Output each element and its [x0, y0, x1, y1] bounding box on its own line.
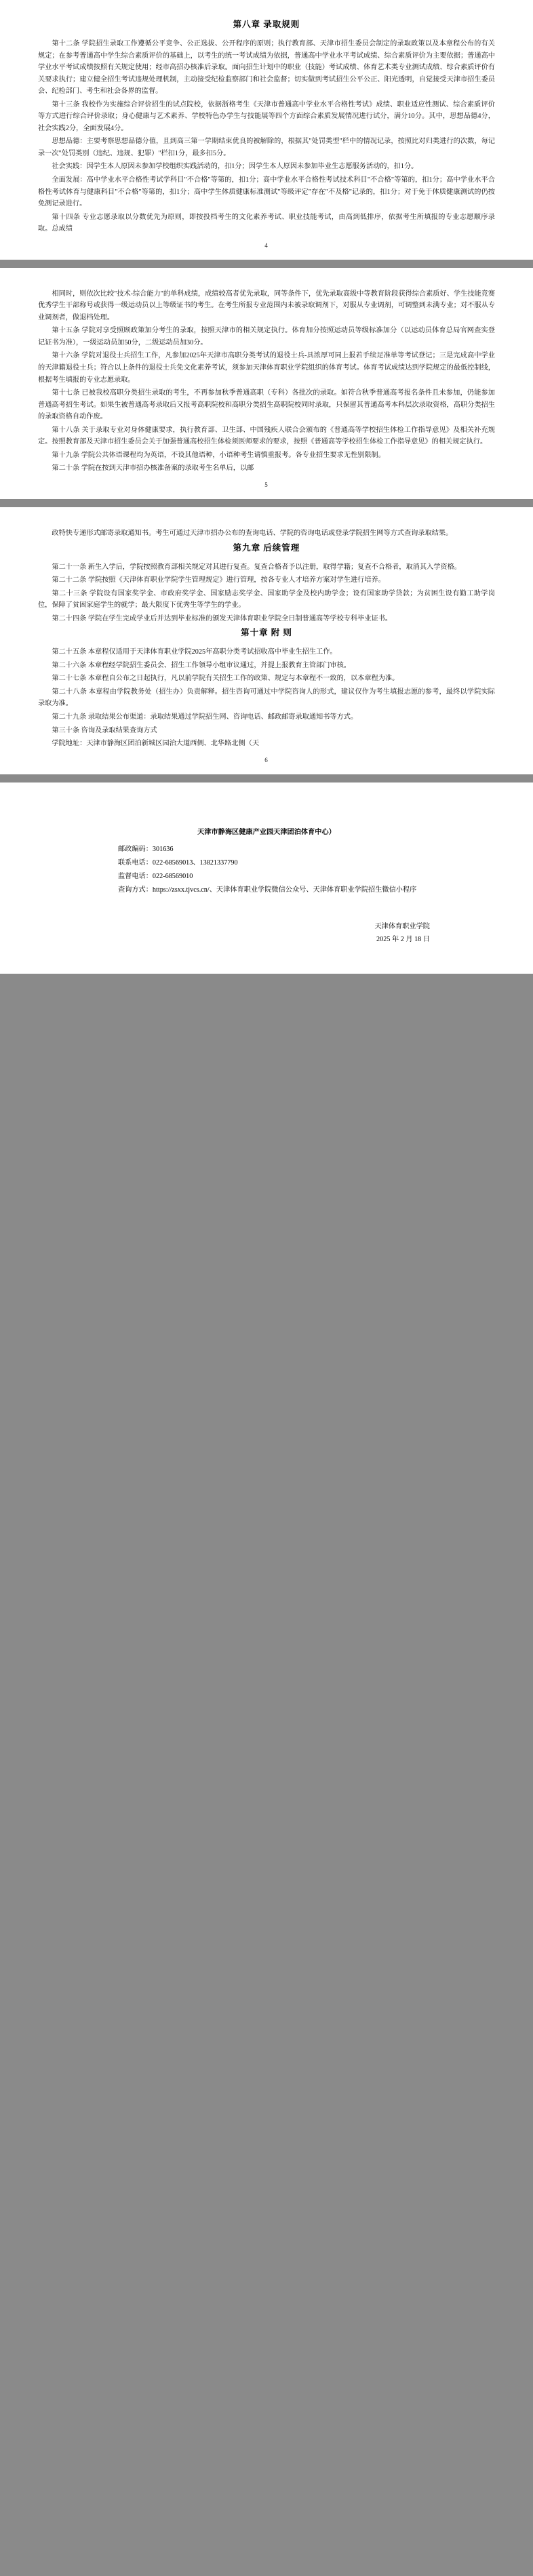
paragraph-social-practice: 社会实践：因学生本人原因未参加学校组织实践活动的，扣1分；因学生本人原因未参加毕业生志愿服务活动的，扣1分。 — [52, 163, 418, 171]
paragraph-article-25: 第二十五条 本章程仅适用于天津体育职业学院2025年高职分类考试招收高中毕业生招生工作。 — [52, 648, 337, 656]
paragraph-article-14: 第十四条 专业志愿录取以分数优先为原则，即按投档考生的文化素养考试、职业技能考试，由高到低排序，依据考生所填报的专业志愿顺序录取。总成绩 — [38, 213, 495, 233]
signature-organization: 天津体育职业学院 — [374, 922, 430, 930]
signature-date: 2025 年 2 月 18 日 — [376, 936, 430, 944]
chapter-title-9: 第九章 后续管理 — [233, 542, 300, 553]
paragraph-article-18: 第十八条 关于录取专业对身体健康要求，执行教育部、卫生部、中国残疾人联合会颁布的《普通高等学校招生体检工作指导意见》及相关补充规定。按照教育部及天津市招生委员会关于加强普通高校招生体检须医师要求的要求，按照《普通高等学校招生体检工作指导意见》的相关规定执行。 — [38, 426, 495, 446]
page-number-6: 6 — [264, 756, 269, 764]
paragraph-article-19: 第十九条 学院公共体语课程均为英语，不设其他语种，小语种考生请慎重报考。各专业招生要求无性别限制。 — [52, 451, 385, 459]
contact-query-methods: 查询方式：https://zsxx.tjvcs.cn/、天津体育职业学院微信公众号、天津体育职业学院招生微信小程序 — [118, 886, 417, 894]
paragraph-article-24: 第二十四条 学院在学生完成学业后并达到毕业标准的颁发天津体育职业学院全日制普通高等学校专科毕业证书。 — [52, 614, 393, 622]
paragraph-article-27: 第二十七条 本章程自公布之日起执行，凡以前学院有关招生工作的政策、规定与本章程不一致的，以本章程为准。 — [52, 675, 399, 683]
paragraph-article-29: 第二十九条 录取结果公布渠道：录取结果通过学院招生网、咨询电话、邮政邮寄录取通知书等方式。 — [52, 713, 358, 721]
paragraph-article-15: 第十五条 学院对享受照顾政策加分考生的录取，按照天津市的相关规定执行。体育加分按照运动员等级标准加分（以运动员体育总局官网查实登记证书为准），一级运动员加50分，二级运动员加30分。 — [38, 327, 495, 346]
document-page-stack — [0, 0, 533, 974]
chapter-title-10: 第十章 附 则 — [241, 628, 292, 638]
paragraph-article-20: 第二十条 学院在按到天津市招办核准备案的录取考生名单后，以邮 — [52, 464, 254, 473]
contact-phone: 联系电话：022-68569013、13821337790 — [118, 858, 238, 867]
signature-block — [38, 920, 495, 947]
document-page-4 — [0, 0, 533, 260]
document-page-5 — [0, 268, 533, 499]
contact-supervision-phone: 监督电话：022-68569010 — [118, 872, 193, 880]
paragraph-article-22: 第二十二条 学院按照《天津体育职业学院学生管理规定》进行管理，按各专业人才培养方案对学生进行培养。 — [52, 576, 385, 584]
document-page-6 — [0, 507, 533, 774]
paragraph-article-16: 第十六条 学院对退役士兵招生工作，凡参加2025年天津市高职分类考试的退役士兵-具浓厚可同上报若手续足准单等考试登记；三是完成高中学业的天津籍退役士兵；符合以上条件的退役士兵免文化素养考试，须参加天津体育职业学院组织的体育考试。体育考试成绩达到学院规定的最低控制线，根据考生填报的专业志愿录取。 — [38, 352, 495, 384]
paragraph-school-address: 学院地址：天津市静海区团泊新城区园治大道西侧、北华路北侧（天 — [52, 740, 260, 748]
paragraph-article-21: 第二十一条 新生入学后，学院按照教育部相关规定对其进行复查。复查合格者予以注册，取得学籍；复查不合格者，取消其入学资格。 — [52, 563, 461, 571]
contact-block — [38, 826, 495, 897]
document-page-7 — [0, 782, 533, 974]
paragraph-all-round-development: 全面发展：高中学业水平合格性考试学科目"不合格"等第的，扣1分；高中学业水平合格性考试技术科目"不合格"等第的，扣1分；高中学业水平合格性考试体育与健康科目"不合格"等第的，扣1分；高中学生体质健康标准测试"等级评定"存在"不及格"记录的，扣1分；对于免于体质健康测试的仍按免测记录进行。 — [38, 176, 495, 208]
paragraph-article-30: 第三十条 咨询及录取结果查询方式 — [52, 726, 157, 734]
paragraph-mail-notice: 政特快专递形式邮寄录取通知书。考生可通过天津市招办公布的查询电话、学院的咨询电话或登录学院招生网等方式查询录取结果。 — [52, 529, 453, 537]
paragraph-score-tiebreak: 相同时，则依次比较"技术-综合能力"的单科成绩，成绩较高者优先录取，同等条件下，优先录取高级中等教育阶段获得综合素质好、学生技能竞赛优秀学生干部称号或获得一级运动员以上等级证书的考生。在考生所报专业范围内未被录取调剂下，对服从专业调剂，可调整到未满专业；对不服从专业调剂者，做退档处理。 — [38, 290, 495, 321]
chapter-title-8: 第八章 录取规则 — [233, 20, 300, 29]
paragraph-moral-character: 思想品德：主要考察思想品德分值，且到高三第一学期结束优良的被解除的，根据其"处罚类型"栏中的情况记录，按照比对归类进行的次数，每记录一次"处罚类别（违纪、违规、犯罪）"栏扣1分，最多扣5分。 — [38, 138, 495, 157]
paragraph-article-17: 第十七条 已被我校高职分类招生录取的考生，不再参加秋季普通高职（专科）各批次的录取。如符合秋季普通高考报名条件且未参加，仍能参加普通高考招生考试。如果生被普通高考录取后又报考高职院校和高职分类招生高职院校同时录取，只保留其普通高考本科层次录取资格，高职分类招生的录取资格自动作废。 — [38, 389, 495, 421]
page-number-4: 4 — [264, 241, 269, 249]
paragraph-article-12: 第十二条 学院招生录取工作遵循公平竞争、公正选拔、公开程序的原则；执行教育部、天津市招生委员会制定的录取政策以及本章程公布的有关规定；在参考普通高中学生综合素质评价的基础上，以考生的统一考试成绩为依据，普通高中学业水平考试成绩、综合素质评价为主要依据；普通高中学业水平考试成绩按照有关规定使用；经市高招办核准后录取。面向招生计划中的职业（技能）考试成绩、体育艺术类专业测试成绩、综合素质评价有关要求执行；建立健全招生考试违规处理机制，主动接受纪检监察部门和社会监督；切实做到考试招生公平公正、阳光透明，自觉接受天津市招生委员会、纪检部门、考生和社会各界的监督。 — [38, 40, 495, 96]
paragraph-article-23: 第二十三条 学院设有国家奖学金、市政府奖学金、国家励志奖学金、国家助学金及校内助学金；设有国家助学贷款；为贫困生设有勤工助学岗位，保障了贫困家庭学生的就学；最大限度下优秀生等学生的学业。 — [38, 589, 495, 610]
paragraph-article-28: 第二十八条 本章程由学院教务处（招生办）负责解释。招生咨询可通过中学院咨询人的形式，建议仅作为考生填报志愿的参考，最终以学院实际录取为准。 — [38, 688, 495, 708]
paragraph-article-13: 第十三条 我校作为实施综合评价招生的试点院校，依据浙格考生《天津市普通高中学业水平合格性考试》成绩、职业适应性测试、综合素质评价等方式进行综合评价录取；身心健康与艺术素养、学校特色办学生与技能展等四个方面综合素质发展情况进行试分，满分10分。其中，思想品德4分，社会实践2分，全面发展4分。 — [38, 100, 495, 132]
contact-postcode: 邮政编码：301636 — [118, 845, 174, 853]
page-number-5: 5 — [264, 481, 269, 488]
paragraph-article-26: 第二十六条 本章程经学院招生委员会、招生工作领导小组审议通过，并提上报教育主管部门审核。 — [52, 661, 351, 669]
contact-center-name: 天津市静海区健康产业园天津团泊体育中心） — [197, 828, 336, 836]
